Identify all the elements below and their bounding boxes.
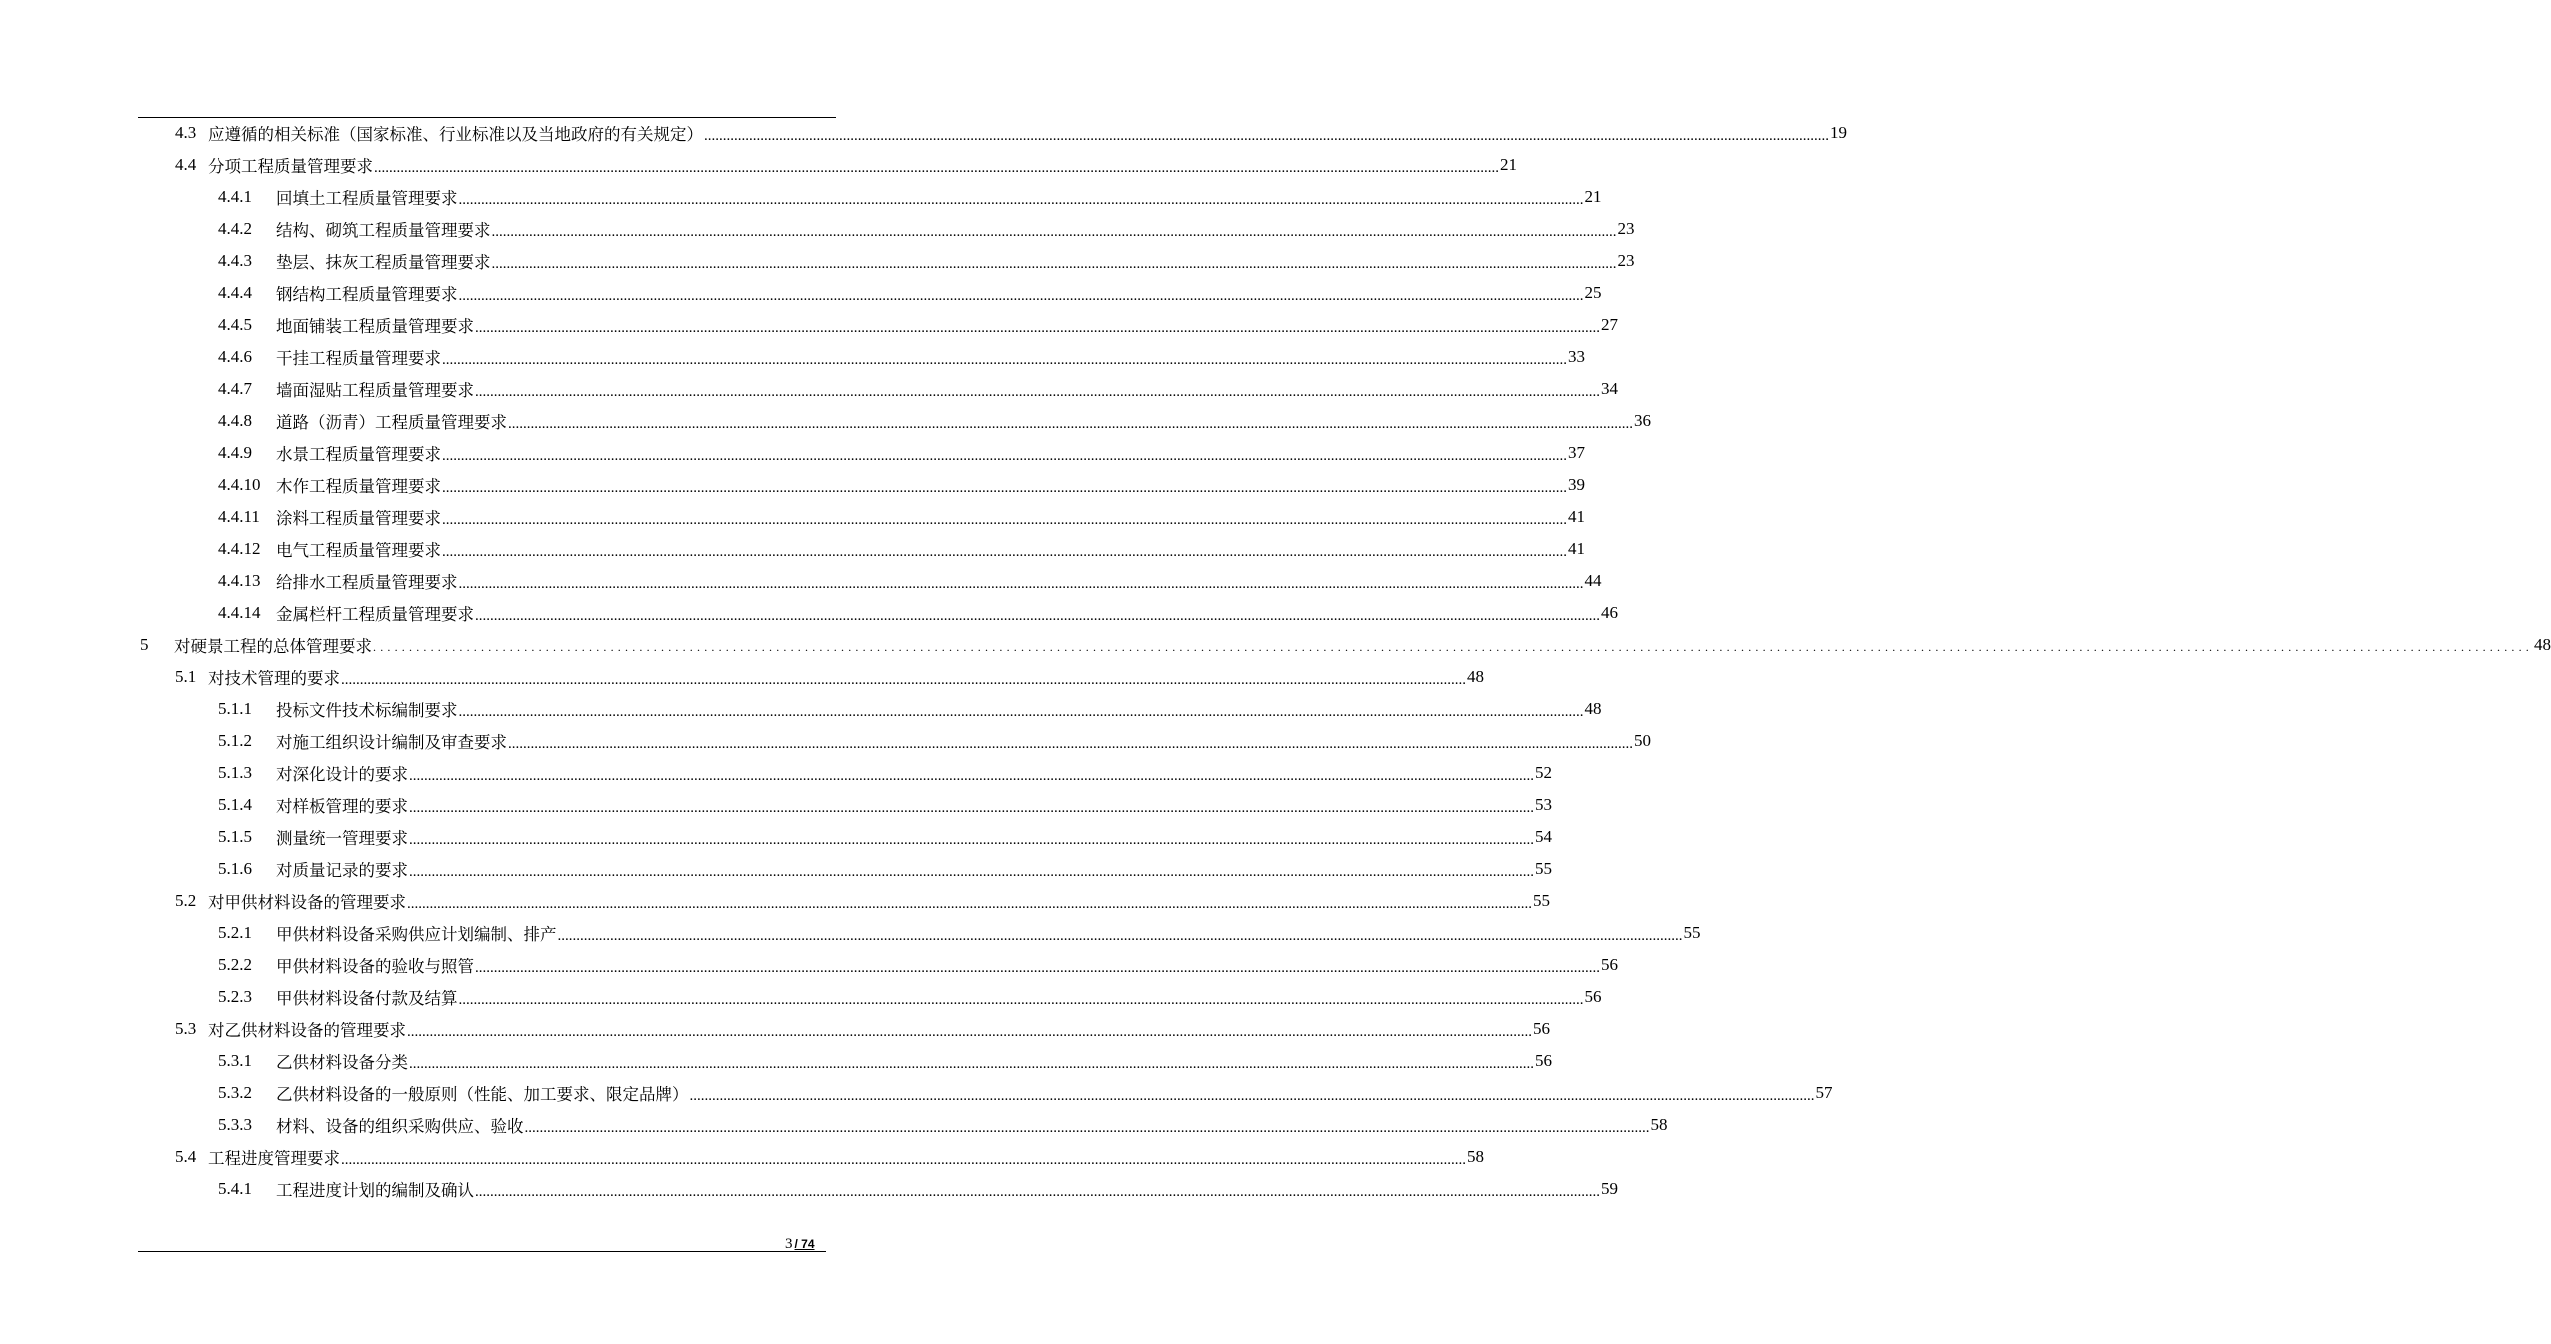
toc-entry-page: 37 <box>1568 443 1585 462</box>
toc-entry[interactable] <box>175 152 1517 178</box>
toc-entry-title: 甲供材料设备付款及结算 <box>276 989 458 1008</box>
toc-entry-title: 钢结构工程质量管理要求 <box>276 285 458 304</box>
toc-entry-number: 4.4.12 <box>218 539 261 558</box>
toc-entry[interactable] <box>218 952 1618 978</box>
toc-leader-dots: ............................................................................................................................................................................................................................................................................................................ <box>409 831 1534 848</box>
toc-leader-dots: ............................................................................................................................................................................................................................................................................................................ <box>475 319 1600 336</box>
toc-entry[interactable] <box>218 472 1585 498</box>
toc-entry-page: 34 <box>1601 379 1618 398</box>
toc-entry-number: 4.4.10 <box>218 475 261 494</box>
toc-entry-number: 4.4.2 <box>218 219 252 238</box>
toc-entry[interactable] <box>218 1112 1668 1138</box>
toc-entry[interactable] <box>218 760 1552 786</box>
toc-entry-page: 56 <box>1601 955 1618 974</box>
toc-entry[interactable] <box>218 856 1552 882</box>
toc-entry-title: 甲供材料设备的验收与照管 <box>276 957 474 976</box>
toc-entry[interactable] <box>175 1144 1484 1170</box>
toc-entry-page: 57 <box>1815 1083 1833 1102</box>
toc-entry-page: 46 <box>1601 603 1618 622</box>
toc-leader-dots: ............................................................................................................................................................................................................................................................................................................ <box>407 1023 1532 1040</box>
toc-entry-title: 测量统一管理要求 <box>276 829 408 848</box>
toc-entry-page: 21 <box>1500 155 1517 174</box>
toc-leader-dots: ............................................................................................................................................................................................................................................................................................................ <box>442 447 1567 464</box>
toc-leader-dots: ............................................................................................................................................................................................................................................................................................................ <box>458 287 1584 304</box>
toc-entry[interactable] <box>175 120 1847 146</box>
toc-leader-dots: ............................................................................................................................................................................................................................................................................................................ <box>524 1119 1650 1136</box>
toc-entry[interactable] <box>175 888 1550 914</box>
toc-entry-number: 4.4.8 <box>218 411 252 430</box>
toc-leader-dots: ............................................................................................................................................................................................................................................................................................................ <box>475 1183 1600 1200</box>
toc-entry-page: 48 <box>2534 635 2551 654</box>
toc-entry-number: 4.3 <box>175 123 197 142</box>
toc-entry-page: 21 <box>1584 187 1602 206</box>
toc-entry-number: 5.1.5 <box>218 827 252 846</box>
toc-entry-page: 48 <box>1584 699 1602 718</box>
toc-entry-number: 5 <box>140 635 149 654</box>
toc-entry[interactable] <box>218 824 1552 850</box>
toc-entry[interactable] <box>218 536 1585 562</box>
toc-entry-page: 44 <box>1584 571 1602 590</box>
footer-rule <box>138 1251 826 1252</box>
toc-entry[interactable] <box>218 184 1602 210</box>
toc-entry[interactable] <box>218 728 1651 754</box>
toc-entry-number: 4.4.11 <box>218 507 260 526</box>
toc-entry-title: 对技术管理的要求 <box>208 669 340 688</box>
toc-entry-number: 4.4.7 <box>218 379 252 398</box>
toc-entry-number: 4.4.4 <box>218 283 252 302</box>
toc-entry[interactable] <box>140 632 2551 658</box>
toc-entry-title: 金属栏杆工程质量管理要求 <box>276 605 474 624</box>
toc-entry-number: 4.4.3 <box>218 251 252 270</box>
toc-entry-page: 58 <box>1650 1115 1668 1134</box>
toc-entry-title: 投标文件技术标编制要求 <box>276 701 458 720</box>
toc-leader-dots: ............................................................................................................................................................................................................................................................................................................ <box>475 383 1600 400</box>
toc-entry[interactable] <box>175 664 1484 690</box>
toc-entry-number: 5.1.3 <box>218 763 252 782</box>
toc-entry[interactable] <box>218 216 1635 242</box>
toc-entry-title: 涂料工程质量管理要求 <box>276 509 441 528</box>
toc-entry-number: 5.1.6 <box>218 859 252 878</box>
toc-entry-title: 工程进度计划的编制及确认 <box>276 1181 474 1200</box>
toc-entry-title: 干挂工程质量管理要求 <box>276 349 441 368</box>
toc-entry-page: 23 <box>1617 219 1635 238</box>
toc-entry[interactable] <box>218 600 1618 626</box>
toc-leader-dots: ............................................................................................................................................................................................................................................................................................................ <box>458 575 1584 592</box>
toc-entry[interactable] <box>218 312 1618 338</box>
toc-leader-dots: ............................................................................................................................................................................................................................................................................................................ <box>508 735 1633 752</box>
toc-entry-number: 5.3.2 <box>218 1083 252 1102</box>
toc-entry-page: 55 <box>1535 859 1552 878</box>
toc-entry-page: 41 <box>1568 539 1585 558</box>
toc-leader-dots: ............................................................................................................................................................................................................................................................................................................ <box>704 127 1829 144</box>
toc-entry-page: 52 <box>1535 763 1552 782</box>
toc-leader-dots: ............................................................................................................................................................................................................................................................................................................ <box>409 863 1534 880</box>
toc-leader-dots: ............................................................................................................................................................................................................................................................................................................ <box>458 703 1584 720</box>
toc-entry-title: 回填土工程质量管理要求 <box>276 189 458 208</box>
toc-entry-number: 5.1.1 <box>218 699 252 718</box>
toc-entry-title: 工程进度管理要求 <box>208 1149 340 1168</box>
toc-leader-dots: ............................................................................................................................................................................................................................................................................................................ <box>475 959 1600 976</box>
toc-entry-page: 19 <box>1830 123 1847 142</box>
toc-entry-title: 对甲供材料设备的管理要求 <box>208 893 406 912</box>
toc-entry-title: 对深化设计的要求 <box>276 765 408 784</box>
toc-entry-title: 分项工程质量管理要求 <box>208 157 373 176</box>
toc-entry-title: 垫层、抹灰工程质量管理要求 <box>276 253 491 272</box>
toc-entry-title: 乙供材料设备分类 <box>276 1053 408 1072</box>
toc-entry[interactable] <box>218 1048 1552 1074</box>
toc-entry-page: 58 <box>1467 1147 1484 1166</box>
toc-entry-number: 5.4 <box>175 1147 197 1166</box>
toc-entry[interactable] <box>218 376 1618 402</box>
toc-entry-title: 材料、设备的组织采购供应、验收 <box>276 1117 524 1136</box>
toc-entry-page: 56 <box>1584 987 1602 1006</box>
toc-entry-title: 木作工程质量管理要求 <box>276 477 441 496</box>
toc-entry-number: 4.4.9 <box>218 443 252 462</box>
toc-entry[interactable] <box>218 568 1602 594</box>
toc-leader-dots: ............................................................................................................................................................................................................................................................................................................ <box>409 799 1534 816</box>
toc-entry-number: 5.2.2 <box>218 955 252 974</box>
toc-entry-page: 25 <box>1584 283 1602 302</box>
toc-entry[interactable] <box>218 1080 1833 1106</box>
toc-leader-dots: ............................................................................................................................................................................................................................................................................................................ <box>409 1055 1534 1072</box>
toc-entry-title: 水景工程质量管理要求 <box>276 445 441 464</box>
toc-leader-dots: ............................................................................................................................................................................................................................................................................................................ <box>373 639 2533 654</box>
toc-entry-title: 电气工程质量管理要求 <box>276 541 441 560</box>
toc-entry-page: 39 <box>1568 475 1585 494</box>
toc-leader-dots: ............................................................................................................................................................................................................................................................................................................ <box>341 671 1466 688</box>
toc-entry-number: 5.1.4 <box>218 795 252 814</box>
toc-entry[interactable] <box>218 248 1635 274</box>
toc-entry[interactable] <box>218 1176 1618 1202</box>
toc-entry-title: 对施工组织设计编制及审查要求 <box>276 733 507 752</box>
toc-entry-number: 5.3 <box>175 1019 197 1038</box>
toc-entry-number: 5.3.1 <box>218 1051 252 1070</box>
toc-entry-title: 对硬景工程的总体管理要求 <box>174 637 372 656</box>
toc-entry[interactable] <box>218 440 1585 466</box>
toc-leader-dots: ............................................................................................................................................................................................................................................................................................................ <box>374 159 1499 176</box>
toc-entry-number: 4.4.6 <box>218 347 252 366</box>
toc-leader-dots: ............................................................................................................................................................................................................................................................................................................ <box>475 607 1600 624</box>
toc-entry-number: 4.4 <box>175 155 197 174</box>
toc-entry-title: 应遵循的相关标准（国家标准、行业标准以及当地政府的有关规定） <box>208 125 703 144</box>
toc-entry-page: 54 <box>1535 827 1552 846</box>
toc-entry-number: 5.2.3 <box>218 987 252 1006</box>
toc-entry-title: 对样板管理的要求 <box>276 797 408 816</box>
toc-leader-dots: ............................................................................................................................................................................................................................................................................................................ <box>508 415 1633 432</box>
toc-entry-number: 5.4.1 <box>218 1179 252 1198</box>
toc-entry-title: 甲供材料设备采购供应计划编制、排产 <box>276 925 557 944</box>
toc-entry-title: 地面铺装工程质量管理要求 <box>276 317 474 336</box>
toc-leader-dots: ............................................................................................................................................................................................................................................................................................................ <box>409 767 1534 784</box>
toc-leader-dots: ............................................................................................................................................................................................................................................................................................................ <box>341 1151 1466 1168</box>
toc-leader-dots: ............................................................................................................................................................................................................................................................................................................ <box>442 479 1567 496</box>
toc-entry-title: 结构、砌筑工程质量管理要求 <box>276 221 491 240</box>
toc-leader-dots: ............................................................................................................................................................................................................................................................................................................ <box>442 511 1567 528</box>
toc-entry-number: 5.2.1 <box>218 923 252 942</box>
toc-entry-page: 23 <box>1617 251 1635 270</box>
toc-entry-page: 55 <box>1533 891 1550 910</box>
toc-entry-page: 41 <box>1568 507 1585 526</box>
toc-entry-number: 4.4.1 <box>218 187 252 206</box>
toc-entry[interactable] <box>218 696 1602 722</box>
toc-entry[interactable] <box>218 280 1602 306</box>
toc-entry-title: 给排水工程质量管理要求 <box>276 573 458 592</box>
toc-leader-dots: ............................................................................................................................................................................................................................................................................................................ <box>689 1087 1815 1104</box>
toc-entry-title: 道路（沥青）工程质量管理要求 <box>276 413 507 432</box>
toc-entry[interactable] <box>218 408 1651 434</box>
toc-entry-number: 5.1.2 <box>218 731 252 750</box>
toc-entry-page: 59 <box>1601 1179 1618 1198</box>
toc-entry-number: 5.3.3 <box>218 1115 252 1134</box>
toc-entry-number: 4.4.14 <box>218 603 261 622</box>
toc-entry-page: 33 <box>1568 347 1585 366</box>
toc-entry-page: 27 <box>1601 315 1618 334</box>
toc-leader-dots: ............................................................................................................................................................................................................................................................................................................ <box>442 351 1567 368</box>
toc-entry-number: 5.2 <box>175 891 197 910</box>
toc-entry-page: 53 <box>1535 795 1552 814</box>
toc-entry-page: 36 <box>1634 411 1651 430</box>
toc-entry-page: 48 <box>1467 667 1484 686</box>
toc-entry[interactable] <box>218 792 1552 818</box>
toc-entry[interactable] <box>218 344 1585 370</box>
toc-entry-number: 5.1 <box>175 667 197 686</box>
toc-leader-dots: ............................................................................................................................................................................................................................................................................................................ <box>458 191 1584 208</box>
toc-entry-page: 56 <box>1533 1019 1550 1038</box>
toc-entry-title: 墙面湿贴工程质量管理要求 <box>276 381 474 400</box>
toc-entry-title: 乙供材料设备的一般原则（性能、加工要求、限定品牌） <box>276 1085 689 1104</box>
toc-entry[interactable] <box>218 920 1701 946</box>
toc-leader-dots: ............................................................................................................................................................................................................................................................................................................ <box>442 543 1567 560</box>
toc-entry-title: 对质量记录的要求 <box>276 861 408 880</box>
toc-leader-dots: ............................................................................................................................................................................................................................................................................................................ <box>557 927 1683 944</box>
page-footer <box>785 1236 815 1253</box>
total-pages: / 74 <box>794 1237 815 1251</box>
toc-entry-title: 对乙供材料设备的管理要求 <box>208 1021 406 1040</box>
current-page-number: 3 <box>785 1236 793 1252</box>
toc-leader-dots: ............................................................................................................................................................................................................................................................................................................ <box>458 991 1584 1008</box>
toc-leader-dots: ............................................................................................................................................................................................................................................................................................................ <box>407 895 1532 912</box>
toc-entry-number: 4.4.13 <box>218 571 261 590</box>
toc-entry-page: 55 <box>1683 923 1701 942</box>
toc-entry[interactable] <box>175 1016 1550 1042</box>
toc-entry-page: 56 <box>1535 1051 1552 1070</box>
toc-entry[interactable] <box>218 984 1602 1010</box>
toc-leader-dots: ............................................................................................................................................................................................................................................................................................................ <box>491 255 1617 272</box>
toc-entry[interactable] <box>218 504 1585 530</box>
toc-entry-number: 4.4.5 <box>218 315 252 334</box>
toc-leader-dots: ............................................................................................................................................................................................................................................................................................................ <box>491 223 1617 240</box>
toc-entry-page: 50 <box>1634 731 1651 750</box>
